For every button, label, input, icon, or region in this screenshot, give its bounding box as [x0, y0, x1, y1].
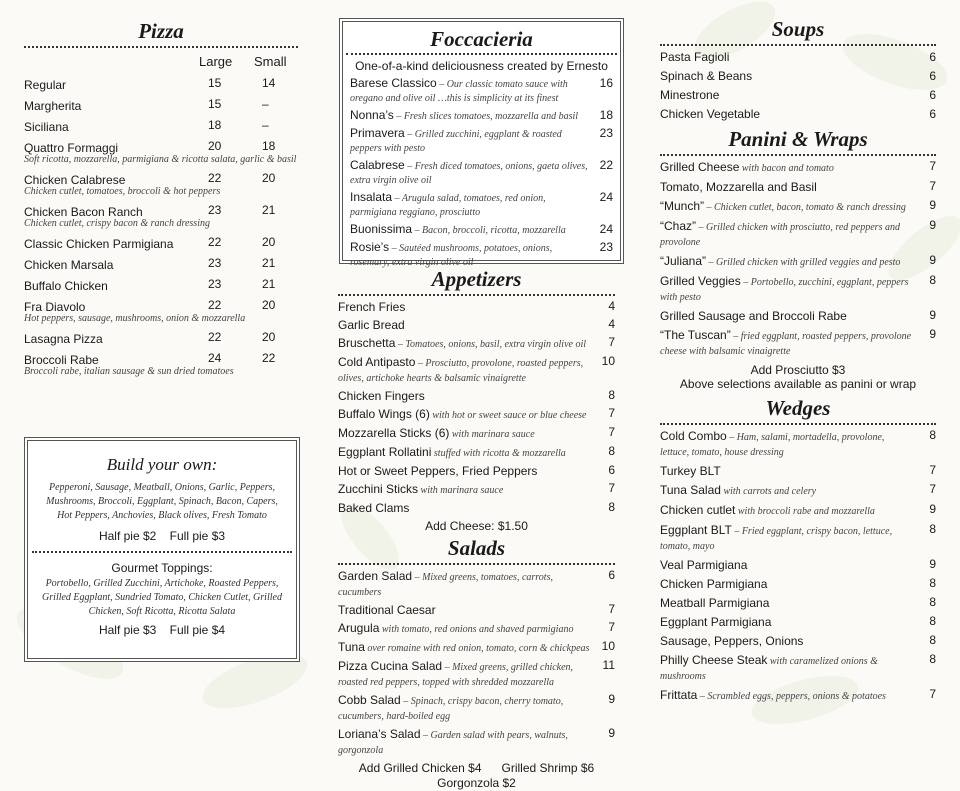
focc-inner — [342, 21, 621, 268]
add-cheese-note: Add Cheese: $1.50 — [425, 519, 528, 533]
focc-item-name: Primavera — [350, 126, 405, 140]
pizza-price-small: 21 — [262, 203, 276, 217]
full-pie-price: Full pie $3 — [169, 529, 226, 543]
right-column — [660, 16, 936, 708]
wedges-item-desc: with caramelized onions & mushrooms — [660, 656, 878, 682]
small-header: Small — [254, 54, 287, 69]
focc-item-name: Rosie’s — [350, 240, 390, 254]
salads-list — [338, 569, 615, 757]
wedges-item-price: 7 — [929, 687, 936, 701]
soups-item-price: 6 — [929, 69, 936, 83]
appetizers-item-desc: with marinara sauce — [418, 485, 504, 496]
salads-item-name: Traditional Caesar — [338, 603, 436, 617]
panini-item-price: 8 — [929, 273, 936, 287]
focc-item-price: 23 — [599, 240, 613, 254]
wedges-title: Wedges — [765, 396, 831, 420]
salads-item-desc: – Mixed greens, tomatoes, carrots, cucumbers — [338, 572, 553, 598]
salads-item — [338, 659, 615, 689]
soups-item-name: Chicken Vegetable — [660, 107, 761, 121]
pizza-item-name: Chicken Bacon Ranch — [24, 205, 143, 219]
appetizers-item-name: Bruschetta — [338, 336, 396, 350]
salads-title: Salads — [447, 536, 506, 560]
pizza-item-name: Fra Diavolo — [24, 300, 86, 314]
appetizers-item-desc: – Tomatoes, onions, basil, extra virgin olive oil — [395, 339, 587, 350]
appetizers-item-name: Baked Clams — [338, 501, 410, 515]
salads-item — [338, 603, 615, 617]
appetizers-item-desc: with hot or sweet sauce or blue cheese — [429, 410, 587, 421]
gourmet-half-price: Half pie $3 — [98, 623, 157, 637]
salads-item-name: Tuna — [338, 640, 365, 654]
pizza-item — [24, 235, 298, 249]
focc-item-name: Calabrese — [350, 158, 405, 172]
soups-item-price: 6 — [929, 107, 936, 121]
pizza-item-desc: Soft ricotta, mozzarella, parmigiana & ricotta salata, garlic & basil — [24, 154, 297, 165]
wedges-item — [660, 653, 936, 683]
pizza-item-name: Regular — [24, 78, 67, 92]
pizza-price-large: 20 — [208, 139, 222, 153]
appetizers-item-name: Eggplant Rollatini — [338, 445, 432, 459]
pizza-price-small: 21 — [262, 256, 276, 270]
soups-item-price: 6 — [929, 88, 936, 102]
focc-item-desc: – Our classic tomato sauce with oregano and olive oil …this is simplicity at its finest — [350, 79, 568, 104]
panini-item-desc: with bacon and tomato — [739, 163, 834, 174]
wedges-item-price: 9 — [929, 557, 936, 571]
appetizers-item-desc: with marinara sauce — [449, 429, 535, 440]
pizza-item — [24, 351, 298, 378]
focc-item — [350, 223, 613, 237]
panini-item — [660, 274, 936, 304]
focc-item — [350, 191, 613, 219]
appetizers-item-desc: stuffed with ricotta & mozzarella — [431, 448, 566, 459]
panini-item-price: 7 — [929, 159, 936, 173]
soups-item-name: Minestrone — [660, 88, 720, 102]
focc-item-price: 23 — [599, 126, 613, 140]
panini-item-price: 9 — [929, 198, 936, 212]
focc-item — [350, 241, 613, 269]
salads-item — [338, 569, 615, 599]
panini-item — [660, 160, 936, 175]
panini-item-name: Grilled Veggies — [660, 274, 741, 288]
panini-notes — [660, 363, 936, 391]
appetizers-item — [338, 501, 615, 515]
pizza-item-line — [24, 139, 298, 153]
pizza-list — [24, 76, 298, 378]
appetizers-item — [338, 445, 615, 460]
wedges-item-name: Veal Parmigiana — [660, 558, 748, 572]
salads-item-name: Garden Salad — [338, 569, 413, 583]
salads-item-name: Pizza Cucina Salad — [338, 659, 443, 673]
pizza-item-name: Quattro Formaggi — [24, 141, 119, 155]
panini-item-price: 9 — [929, 253, 936, 267]
wedges-item-price: 7 — [929, 482, 936, 496]
panini-item — [660, 199, 936, 214]
pizza-item-name: Buffalo Chicken — [24, 279, 108, 293]
focc-item-name: Nonna’s — [350, 108, 394, 122]
wedges-item-name: Chicken Parmigiana — [660, 577, 768, 591]
wedges-item-price: 8 — [929, 633, 936, 647]
focc-item-name: Insalata — [350, 190, 393, 204]
salads-item — [338, 640, 615, 655]
wedges-item — [660, 464, 936, 478]
panini-item-name: Tomato, Mozzarella and Basil — [660, 180, 817, 194]
panini-item-desc: – Portobello, zucchini, eggplant, peppers with pesto — [660, 277, 909, 303]
salads-item-name: Arugula — [338, 621, 380, 635]
wedges-item-price: 8 — [929, 576, 936, 590]
salads-item-price: 7 — [608, 620, 615, 634]
appetizers-item-name: French Fries — [338, 300, 406, 314]
salads-item — [338, 621, 615, 636]
wedges-item-name: Meatball Parmigiana — [660, 596, 770, 610]
pizza-item-line — [24, 330, 298, 344]
soups-item — [660, 50, 936, 64]
panini-item-price: 9 — [929, 308, 936, 322]
wedges-item-price: 8 — [929, 614, 936, 628]
pizza-item — [24, 118, 298, 132]
appetizers-item — [338, 318, 615, 332]
pizza-title: Pizza — [138, 19, 184, 43]
pizza-price-small: 18 — [262, 139, 276, 153]
pizza-item-name: Broccoli Rabe — [24, 353, 99, 367]
pizza-item-line — [24, 171, 298, 185]
pizza-item — [24, 277, 298, 291]
build-prices — [38, 529, 286, 543]
focc-subtitle: One-of-a-kind deliciousness created by Ernesto — [355, 59, 608, 73]
appetizers-item-name: Mozzarella Sticks (6) — [338, 426, 450, 440]
salads-item-price: 7 — [608, 602, 615, 616]
appetizers-item-price: 7 — [608, 406, 615, 420]
wedges-item-desc: – Ham, salami, mortadella, provolone, lettuce, tomato, house dressing — [660, 432, 885, 458]
wedges-item-price: 8 — [929, 652, 936, 666]
add-shrimp-note: Grilled Shrimp $6 — [501, 761, 595, 775]
pizza-price-large: 23 — [208, 256, 222, 270]
pizza-price-large: 22 — [208, 171, 222, 185]
wedges-item-price: 9 — [929, 502, 936, 516]
panini-item — [660, 254, 936, 269]
appetizers-item-price: 8 — [608, 500, 615, 514]
wedges-item-price: 8 — [929, 522, 936, 536]
salads-item-price: 11 — [602, 658, 615, 672]
appetizers-item-name: Buffalo Wings (6) — [338, 407, 430, 421]
appetizers-item — [338, 336, 615, 351]
soups-item — [660, 88, 936, 102]
pizza-item — [24, 97, 298, 111]
soups-item-name: Spinach & Beans — [660, 69, 753, 83]
salads-item-price: 9 — [608, 726, 615, 740]
pizza-column — [24, 0, 298, 383]
soups-title: Soups — [771, 17, 825, 41]
pizza-item-name: Lasagna Pizza — [24, 332, 103, 346]
focc-item-price: 22 — [599, 158, 613, 172]
focc-item-price: 16 — [599, 76, 613, 90]
appetizers-item-price: 7 — [608, 481, 615, 495]
pizza-item — [24, 256, 298, 270]
pizza-item-line — [24, 277, 298, 291]
pizza-item-desc: Chicken cutlet, crispy bacon & ranch dressing — [24, 218, 210, 229]
pizza-item-name: Siciliana — [24, 120, 69, 134]
pizza-item-line — [24, 351, 298, 365]
appetizers-title: Appetizers — [431, 267, 522, 291]
panini-item-price: 9 — [929, 327, 936, 341]
pizza-item-line — [24, 97, 298, 111]
salads-item-price: 6 — [608, 568, 615, 582]
wedges-item — [660, 634, 936, 648]
gourmet-title: Gourmet Toppings: — [111, 561, 213, 575]
divider — [338, 563, 615, 565]
appetizers-item — [338, 355, 615, 385]
soups-item — [660, 69, 936, 83]
appetizers-item — [338, 426, 615, 441]
pizza-price-large: 22 — [208, 330, 222, 344]
focc-item-price: 18 — [599, 108, 613, 122]
salads-item-desc: with tomato, red onions and shaved parmigiano — [379, 624, 574, 635]
appetizers-item-name: Zucchini Sticks — [338, 482, 419, 496]
wedges-item-name: Turkey BLT — [660, 464, 721, 478]
wedges-item-price: 8 — [929, 428, 936, 442]
pizza-item — [24, 139, 298, 166]
appetizers-item-price: 8 — [608, 388, 615, 402]
panini-item-name: “Juliana” — [660, 254, 707, 268]
salads-item-name: Cobb Salad — [338, 693, 401, 707]
wedges-item-name: Cold Combo — [660, 429, 727, 443]
wedges-item-price: 7 — [929, 463, 936, 477]
focc-item-price: 24 — [599, 222, 613, 236]
appetizers-list — [338, 300, 615, 515]
wedges-item-name: Tuna Salad — [660, 483, 721, 497]
panini-list — [660, 160, 936, 358]
salads-item-name: Loriana’s Salad — [338, 727, 421, 741]
soups-item-price: 6 — [929, 50, 936, 64]
focc-item-price: 24 — [599, 190, 613, 204]
salads-item-desc: – Spinach, crispy bacon, cherry tomato, cucumbers, hard-boiled egg — [338, 696, 564, 722]
wedges-item — [660, 596, 936, 610]
salads-item-desc: over romaine with red onion, tomato, corn & chickpeas — [364, 643, 590, 654]
pizza-price-large: 22 — [208, 235, 222, 249]
pizza-price-large: 18 — [208, 118, 222, 132]
pizza-item-name: Chicken Calabrese — [24, 173, 126, 187]
wedges-item-desc: – Fried eggplant, crispy bacon, lettuce, tomato, mayo — [660, 526, 893, 552]
wedges-item — [660, 429, 936, 459]
focc-item — [350, 127, 613, 155]
pizza-price-small: – — [262, 118, 269, 132]
focc-item-desc: – Arugula salad, tomatoes, red onion, parmigiana reggiano, prosciutto — [350, 193, 546, 218]
pizza-item-line — [24, 256, 298, 270]
appetizers-item — [338, 482, 615, 497]
build-your-own-box — [24, 437, 300, 662]
salad-addons — [338, 761, 615, 791]
add-gorgonzola-note: Gorgonzola $2 — [437, 776, 516, 790]
pizza-item-name: Chicken Marsala — [24, 258, 114, 272]
wedges-item — [660, 577, 936, 591]
pizza-item-desc: Hot peppers, sausage, mushrooms, onion & mozzarella — [24, 313, 246, 324]
divider — [660, 423, 936, 425]
gourmet-toppings: Portobello, Grilled Zucchini, Artichoke, Roasted Peppers, Grilled Eggplant, Sundried Tomato, Chicken Cutlet, Grilled Chicken, Soft Ricotta, Ricotta Salata — [42, 578, 282, 617]
salads-item — [338, 693, 615, 723]
appetizers-item-name: Hot or Sweet Peppers, Fried Peppers — [338, 464, 538, 478]
wedges-item-name: Eggplant Parmigiana — [660, 615, 772, 629]
panini-item-desc: – Grilled chicken with prosciutto, red peppers and provolone — [660, 222, 900, 248]
pizza-price-large: 15 — [208, 76, 222, 90]
pizza-item-desc: Broccoli rabe, italian sausage & sun dried tomatoes — [24, 366, 234, 377]
pizza-item — [24, 298, 298, 325]
wedges-item — [660, 615, 936, 629]
middle-column — [338, 266, 615, 791]
pizza-item-line — [24, 235, 298, 249]
wedges-item-desc: with carrots and celery — [720, 486, 817, 497]
appetizers-item-name: Cold Antipasto — [338, 355, 416, 369]
pizza-price-small: 14 — [262, 76, 276, 90]
wedges-item-name: Frittata — [660, 688, 698, 702]
pizza-item-line — [24, 118, 298, 132]
divider — [660, 154, 936, 156]
gourmet-full-price: Full pie $4 — [169, 623, 226, 637]
pizza-price-large: 15 — [208, 97, 222, 111]
divider — [32, 551, 292, 553]
pizza-price-large: 24 — [208, 351, 222, 365]
pizza-item-line — [24, 203, 298, 217]
divider — [24, 46, 298, 48]
pizza-item — [24, 76, 298, 90]
pizza-price-small: 22 — [262, 351, 276, 365]
wedges-item — [660, 503, 936, 518]
salads-item-price: 10 — [601, 639, 615, 653]
pizza-price-small: 20 — [262, 298, 276, 312]
pizza-item — [24, 330, 298, 344]
panini-item-name: Grilled Sausage and Broccoli Rabe — [660, 309, 847, 323]
gourmet-prices — [38, 623, 286, 637]
pizza-price-large: 22 — [208, 298, 222, 312]
appetizers-item — [338, 407, 615, 422]
panini-item-name: “Chaz” — [660, 219, 697, 233]
pizza-item-line — [24, 298, 298, 312]
wedges-item-name: Eggplant BLT — [660, 523, 732, 537]
foccacieria-box — [339, 18, 624, 268]
panini-item-desc: – fried eggplant, roasted peppers, provolone cheese with balsamic vinaigrette — [660, 331, 912, 357]
panini-item-price: 9 — [929, 218, 936, 232]
panini-item — [660, 219, 936, 249]
appetizers-item-price: 6 — [608, 463, 615, 477]
add-chicken-note: Add Grilled Chicken $4 — [358, 761, 482, 775]
wedges-item-desc: – Scrambled eggs, peppers, onions & potatoes — [697, 691, 886, 702]
panini-item-name: “Munch” — [660, 199, 705, 213]
pizza-price-large: 23 — [208, 277, 222, 291]
appetizers-item — [338, 389, 615, 403]
pizza-price-small: 20 — [262, 235, 276, 249]
focc-item — [350, 109, 613, 123]
panini-title: Panini & Wraps — [728, 127, 868, 151]
salads-item-desc: – Mixed greens, grilled chicken, roasted red peppers, topped with shredded mozzarella — [338, 662, 574, 688]
salads-item-price: 9 — [608, 692, 615, 706]
build-inner — [27, 440, 297, 659]
build-title: Build your own: — [106, 455, 218, 474]
pizza-item — [24, 171, 298, 198]
focc-item-name: Buonissima — [350, 222, 413, 236]
pizza-size-header — [24, 54, 298, 72]
focc-item-desc: – Fresh diced tomatoes, onions, gaeta olives, extra virgin olive oil — [350, 161, 588, 186]
focc-item — [350, 159, 613, 187]
half-pie-price: Half pie $2 — [98, 529, 157, 543]
panini-item-name: Grilled Cheese — [660, 160, 740, 174]
pizza-price-small: 20 — [262, 330, 276, 344]
panini-wrap-note: Above selections available as panini or wrap — [679, 377, 917, 391]
focc-list — [350, 77, 613, 269]
pizza-price-small: – — [262, 97, 269, 111]
wedges-item-price: 8 — [929, 595, 936, 609]
pizza-item-name: Classic Chicken Parmigiana — [24, 237, 174, 251]
panini-item-name: “The Tuscan” — [660, 328, 731, 342]
wedges-item-name: Sausage, Peppers, Onions — [660, 634, 804, 648]
appetizers-item — [338, 464, 615, 478]
pizza-item-line — [24, 76, 298, 90]
pizza-price-small: 20 — [262, 171, 276, 185]
wedges-item — [660, 523, 936, 553]
focc-item-desc: – Sautéed mushrooms, potatoes, onions, rosemary, extra virgin olive oil — [350, 243, 553, 268]
wedges-item-name: Philly Cheese Steak — [660, 653, 768, 667]
salads-item-desc: – Garden salad with pears, walnuts, gorgonzola — [338, 730, 568, 756]
appetizers-item-price: 8 — [608, 444, 615, 458]
wedges-item — [660, 558, 936, 572]
pizza-item-desc: Chicken cutlet, tomatoes, broccoli & hot peppers — [24, 186, 221, 197]
appetizers-item-name: Garlic Bread — [338, 318, 405, 332]
wedges-item-name: Chicken cutlet — [660, 503, 736, 517]
focc-item-desc: – Fresh slices tomatoes, mozzarella and basil — [393, 111, 579, 122]
soups-list — [660, 50, 936, 121]
panini-item — [660, 309, 936, 323]
pizza-price-small: 21 — [262, 277, 276, 291]
add-prosciutto-note: Add Prosciutto $3 — [750, 363, 846, 377]
appetizers-item-name: Chicken Fingers — [338, 389, 425, 403]
appetizers-item-price: 7 — [608, 425, 615, 439]
wedges-list — [660, 429, 936, 703]
focc-item-desc: – Bacon, broccoli, ricotta, mozzarella — [412, 225, 566, 236]
build-toppings: Pepperoni, Sausage, Meatball, Onions, Garlic, Peppers, Mushrooms, Broccoli, Eggplant, Spinach, Bacon, Capers, Hot Peppers, Anchovies, Black olives, Fresh Tomato — [46, 482, 278, 521]
pizza-item — [24, 203, 298, 230]
panini-item — [660, 180, 936, 194]
appetizers-item-price: 7 — [608, 335, 615, 349]
appetizers-item — [338, 300, 615, 314]
wedges-item-desc: with broccoli rabe and mozzarella — [735, 506, 875, 517]
soups-item-name: Pasta Fagioli — [660, 50, 730, 64]
appetizers-item-desc: – Prosciutto, provolone, roasted peppers, olives, artichoke hearts & balsamic vinaigrette — [338, 358, 584, 384]
wedges-item — [660, 688, 936, 703]
focc-item-name: Barese Classico — [350, 76, 437, 90]
panini-item-price: 7 — [929, 179, 936, 193]
appetizers-item-price: 4 — [608, 317, 615, 331]
appetizers-item-price: 10 — [601, 354, 615, 368]
pizza-price-large: 23 — [208, 203, 222, 217]
divider — [338, 294, 615, 296]
appetizers-item-price: 4 — [608, 299, 615, 313]
divider — [660, 44, 936, 46]
panini-item-desc: – Chicken cutlet, bacon, tomato & ranch dressing — [704, 202, 906, 213]
divider — [346, 53, 617, 55]
focc-item-desc: – Grilled zucchini, eggplant & roasted peppers with pesto — [350, 129, 562, 154]
panini-item-desc: – Grilled chicken with grilled veggies and pesto — [706, 257, 901, 268]
focc-title: Foccacieria — [430, 27, 533, 51]
soups-item — [660, 107, 936, 121]
focc-item — [350, 77, 613, 105]
salads-item — [338, 727, 615, 757]
panini-item — [660, 328, 936, 358]
pizza-item-name: Margherita — [24, 99, 82, 113]
wedges-item — [660, 483, 936, 498]
large-header: Large — [199, 54, 233, 69]
